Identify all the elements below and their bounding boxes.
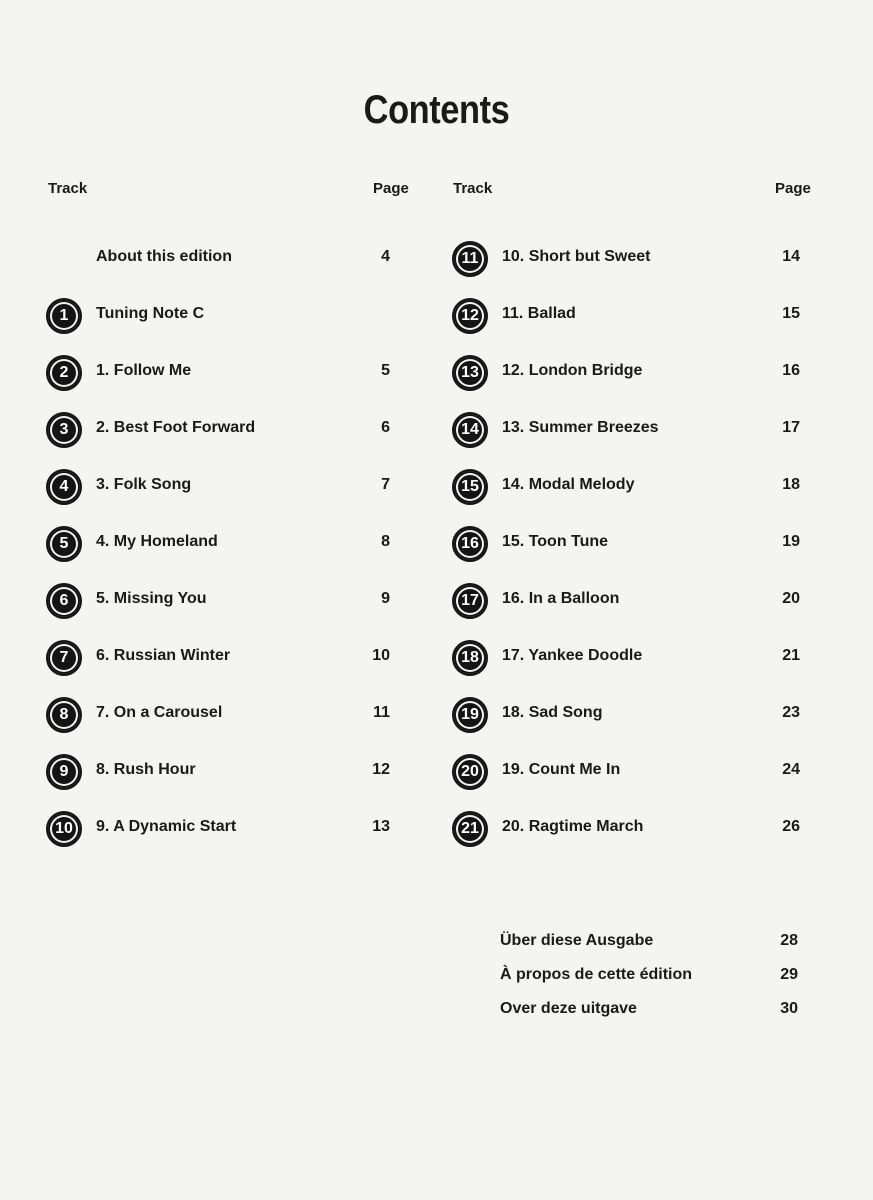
right-entry: [452, 811, 852, 851]
page-number: 8: [381, 533, 390, 550]
page-number: 7: [381, 476, 390, 493]
track-number-badge: 17: [452, 583, 488, 619]
entry-title: 4. My Homeland: [96, 533, 218, 550]
page-number: 16: [782, 362, 800, 379]
left-entry: [46, 412, 446, 452]
page-number: 18: [782, 476, 800, 493]
entry-title: 8. Rush Hour: [96, 761, 196, 778]
track-number-badge: 2: [46, 355, 82, 391]
track-number-badge: 11: [452, 241, 488, 277]
entry-title: Über diese Ausgabe: [500, 932, 654, 949]
page-number: 26: [782, 818, 800, 835]
entry-title: 3. Folk Song: [96, 476, 192, 493]
page-number: 4: [381, 248, 390, 265]
track-header-right: Track: [453, 180, 493, 197]
track-header-left: Track: [48, 180, 88, 197]
track-number-badge: 4: [46, 469, 82, 505]
track-number-badge: 7: [46, 640, 82, 676]
page-header-left: Page: [373, 180, 409, 197]
page-number: 20: [782, 590, 800, 607]
entry-title: 14. Modal Melody: [502, 476, 635, 493]
left-entry: [46, 811, 446, 851]
page-number: 14: [782, 248, 800, 265]
page-number: 5: [381, 362, 390, 379]
translation-entry: [500, 993, 820, 1033]
track-number-badge: 3: [46, 412, 82, 448]
entry-title: 5. Missing You: [96, 590, 207, 607]
track-number-badge: 16: [452, 526, 488, 562]
entry-title: 6. Russian Winter: [96, 647, 231, 664]
page-number: 21: [782, 647, 800, 664]
entry-title: 11. Ballad: [502, 305, 576, 322]
left-entry: [46, 526, 446, 566]
left-entry: [46, 640, 446, 680]
page-number: 30: [780, 1000, 798, 1017]
entry-title: 9. A Dynamic Start: [96, 818, 237, 835]
entry-title: 18. Sad Song: [502, 704, 603, 721]
page-number: 19: [782, 533, 800, 550]
page-number: 13: [372, 818, 390, 835]
left-entry: [46, 241, 446, 281]
entry-title: 17. Yankee Doodle: [502, 647, 643, 664]
right-entry: [452, 754, 852, 794]
page-number: 23: [782, 704, 800, 721]
right-entry: [452, 469, 852, 509]
left-entry: [46, 298, 446, 338]
entry-title: 20. Ragtime March: [502, 818, 644, 835]
track-number-badge: 21: [452, 811, 488, 847]
track-number-badge: 20: [452, 754, 488, 790]
right-entry: [452, 697, 852, 737]
page-number: 24: [782, 761, 800, 778]
entry-title: 1. Follow Me: [96, 362, 192, 379]
right-entry: [452, 298, 852, 338]
track-number-badge: 10: [46, 811, 82, 847]
page-header-right: Page: [775, 180, 811, 197]
left-entry: [46, 469, 446, 509]
track-number-badge: 19: [452, 697, 488, 733]
page-number: 17: [782, 419, 800, 436]
entry-title: 19. Count Me In: [502, 761, 621, 778]
track-number-badge: 9: [46, 754, 82, 790]
entry-title: 13. Summer Breezes: [502, 419, 659, 436]
right-entry: [452, 412, 852, 452]
left-entry: [46, 355, 446, 395]
page-number: 10: [372, 647, 390, 664]
track-number-badge: 5: [46, 526, 82, 562]
entry-title: À propos de cette édition: [500, 966, 693, 983]
entry-title: 7. On a Carousel: [96, 704, 223, 721]
left-entry: [46, 697, 446, 737]
page-number: 15: [782, 305, 800, 322]
track-number-badge: 6: [46, 583, 82, 619]
track-number-badge: 13: [452, 355, 488, 391]
page-number: 12: [372, 761, 390, 778]
entry-title: 2. Best Foot Forward: [96, 419, 256, 436]
page-number: 6: [381, 419, 390, 436]
right-entry: [452, 355, 852, 395]
track-number-badge: 1: [46, 298, 82, 334]
left-entry: [46, 583, 446, 623]
right-entry: [452, 640, 852, 680]
entry-title: 16. In a Balloon: [502, 590, 620, 607]
right-entry: [452, 583, 852, 623]
entry-title: Over deze uitgave: [500, 1000, 637, 1017]
entry-title: Tuning Note C: [96, 305, 205, 322]
track-number-badge: 18: [452, 640, 488, 676]
track-number-badge: 14: [452, 412, 488, 448]
entry-title: 15. Toon Tune: [502, 533, 609, 550]
left-entry: [46, 754, 446, 794]
track-number-badge: 15: [452, 469, 488, 505]
right-entry: [452, 526, 852, 566]
page-number: 29: [780, 966, 798, 983]
entry-title: 12. London Bridge: [502, 362, 643, 379]
entry-title: About this edition: [96, 248, 232, 265]
page-number: 9: [381, 590, 390, 607]
page-title: Contents: [363, 88, 510, 132]
page-number: 11: [373, 704, 390, 721]
track-number-badge: 8: [46, 697, 82, 733]
right-entry: [452, 241, 852, 281]
track-number-badge: 12: [452, 298, 488, 334]
page-number: 28: [780, 932, 798, 949]
entry-title: 10. Short but Sweet: [502, 248, 651, 265]
